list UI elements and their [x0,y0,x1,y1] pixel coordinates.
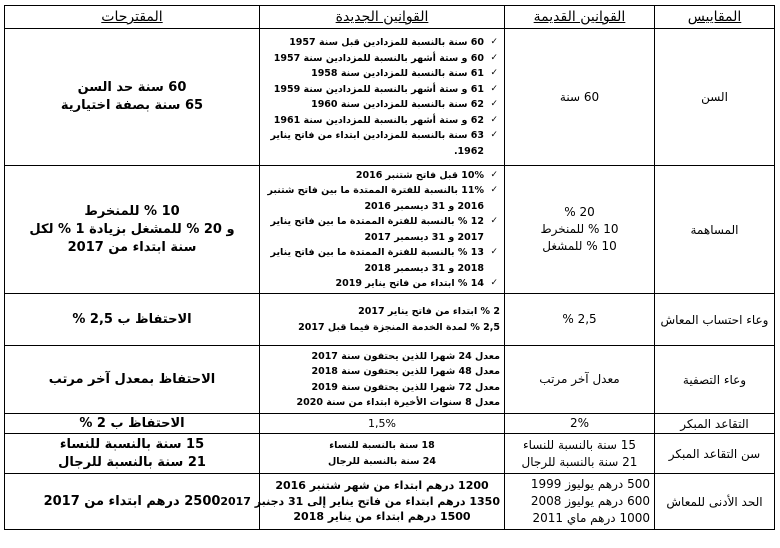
measure-cell: الحد الأدنى للمعاش [655,474,775,530]
old-law-cell [505,434,655,474]
proposal-cell [5,434,260,474]
new-law-item: ✓ 62 و ستة أشهر بالنسبة للمزدادين سنة 1961 [264,113,500,129]
header-new-laws: القوانين الجديدة [260,6,505,29]
table-row [5,166,775,294]
new-law-item: ✓ 14 % ابتداء من فاتح يناير 2019 [264,276,500,292]
proposal-line: سنة ابتداء من 2017 [67,239,197,255]
proposal-line: 10 % للمنخرط [84,203,180,219]
new-law-item: ✓ 11% بالنسبة للفترة الممتدة ما بين فاتح شتنبر 2016 و 31 ديسمبر 2016 [264,183,500,214]
old-law-cell [505,474,655,530]
new-law-item: 1200 درهم ابتداء من شهر شتنبر 2016 [275,479,489,493]
table-row [5,346,775,414]
new-law-item: ✓ 61 سنة بالنسبة للمزدادين سنة 1958 [264,66,500,82]
new-law-item: 24 سنة بالنسبة للرجال [327,455,437,467]
new-law-item: ✓ 10% قبل فاتح شتنبر 2016 [264,168,500,184]
old-law-line: 1000 درهم ماي 2011 [532,511,650,525]
proposal-line: و 20 % للمشغل بزيادة 1 % لكل [29,221,235,237]
measure-cell: وعاء احتساب المعاش [655,294,775,346]
new-law-item: معدل 8 سنوات الأخيرة ابتداء من سنة 2020 [296,397,500,408]
proposal-cell [5,166,260,294]
old-law-line: 21 سنة بالنسبة للرجال [521,454,638,469]
table-row [5,414,775,434]
new-law-item: ✓ 12 % بالنسبة للفترة الممتدة ما بين فاتح يناير 2017 و 31 ديسمبر 2017 [264,214,500,245]
new-law-item: 1350 درهم ابتداء من فاتح يناير إلى 31 دجنبر 2017 [220,494,500,508]
proposal-line: الاحتفاظ بمعدل آخر مرتب [48,371,216,387]
new-law-cell [260,414,505,434]
proposal-line: 65 سنة بصفة اختيارية [60,98,204,113]
old-law-cell [505,414,655,434]
old-law-line: 15 سنة بالنسبة للنساء [522,437,637,452]
measure-cell: المساهمة [655,166,775,294]
new-law-cell [260,434,505,474]
new-law-cell [260,29,505,166]
new-law-cell [260,294,505,346]
new-law-item: معدل 24 شهرا للذين يحتفون سنة 2017 [311,350,500,362]
header-row [5,6,775,29]
table-row [5,474,775,530]
new-law-item: 1500 درهم ابتداء من يناير 2018 [293,510,471,524]
measure-cell: السن [655,29,775,166]
old-law-line: معدل آخر مرتب [539,372,620,386]
table-row [5,29,775,166]
old-law-line: 60 سنة [559,89,600,104]
proposal-cell [5,414,260,434]
new-law-item: ✓ 60 سنة بالنسبة للمزدادين قبل سنة 1957 [264,35,500,51]
new-law-item: 18 سنة بالنسبة للنساء [329,440,435,451]
old-law-line: 600 درهم يوليوز 2008 [530,494,650,508]
proposal-line: 60 سنة حد السن [77,80,187,95]
measure-cell: وعاء التصفية [655,346,775,414]
new-law-item: ✓ 60 و ستة أشهر بالنسبة للمزدادين سنة 1957 [264,51,500,67]
proposal-cell [5,294,260,346]
new-law-item: 2,5 % لمدة الخدمة المنجزة فيما قبل 2017 [298,321,500,333]
old-law-line: 2,5 % [562,312,597,326]
measure-cell: التقاعد المبكر [655,414,775,434]
proposal-cell [5,29,260,166]
table-row [5,294,775,346]
header-old-laws: القوانين القديمة [505,6,655,29]
old-law-line: 10 % للمشغل [542,239,617,253]
header-measures: المقاييس [655,6,775,29]
new-law-item: ✓ 62 سنة بالنسبة للمزدادين سنة 1960 [264,97,500,113]
pension-comparison-table [4,5,775,530]
new-law-cell [260,346,505,414]
old-law-cell [505,346,655,414]
header-proposals: المقترحات [5,6,260,29]
old-law-line: 2% [569,416,590,430]
proposal-line: 15 سنة بالنسبة للنساء [59,436,205,452]
old-law-line: 10 % للمنخرط [540,222,619,236]
proposal-line: الاحتفاظ ب 2 % [79,415,185,431]
proposal-line: 2500 درهم ابتداء من 2017 [43,493,221,509]
old-law-line: 500 درهم يوليوز 1999 [530,477,650,491]
measure-cell: سن التقاعد المبكر [655,434,775,474]
new-law-cell [260,166,505,294]
table-row [5,434,775,474]
new-law-cell [220,474,505,530]
old-law-line: 20 % [564,205,595,219]
old-law-cell [505,166,655,294]
new-law-item: 2 % ابتداء من فاتح يناير 2017 [358,306,500,317]
proposal-cell [5,346,260,414]
new-law-item: ✓ 63 سنة بالنسبة للمزدادين ابتداء من فاتح يناير 1962. [264,128,500,159]
new-law-item: معدل 72 شهرا للذين يحتفون سنة 2019 [311,381,500,393]
proposal-line: الاحتفاظ ب 2,5 % [72,311,192,327]
proposal-line: 21 سنة بالنسبة للرجال [58,454,206,470]
new-law-item: معدل 48 شهرا للذين يحتفون سنة 2018 [311,366,500,377]
old-law-cell [505,29,655,166]
new-law-item: 1,5% [368,416,396,430]
old-law-cell [505,294,655,346]
new-law-item: ✓ 61 و ستة أشهر بالنسبة للمزدادين سنة 1959 [264,82,500,98]
new-law-item: ✓ 13 % بالنسبة للفترة الممتدة ما بين فاتح يناير 2018 و 31 ديسمبر 2018 [264,245,500,276]
